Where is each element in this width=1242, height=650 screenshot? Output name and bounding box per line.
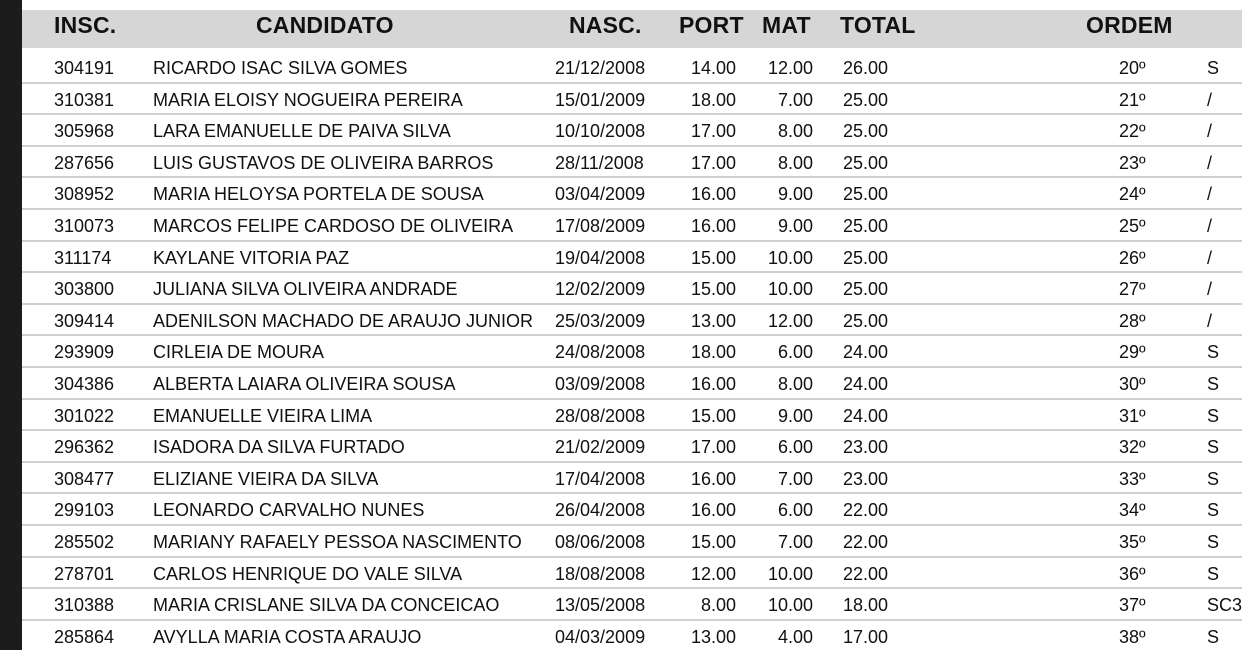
table-row (22, 305, 1242, 337)
candidate-name-cell: MARIA ELOISY NOGUEIRA PEREIRA (153, 89, 463, 110)
port-score-cell: 18.00 (690, 89, 736, 110)
candidate-name-cell: MARIA HELOYSA PORTELA DE SOUSA (153, 184, 484, 205)
birthdate-cell: 10/10/2008 (555, 121, 646, 142)
candidate-name-cell: LEONARDO CARVALHO NUNES (153, 500, 425, 521)
mat-score-cell: 10.00 (767, 563, 813, 584)
ordem-cell: 27º (1119, 279, 1146, 300)
port-score-cell: 12.00 (690, 563, 736, 584)
birthdate-cell: 03/09/2008 (555, 373, 646, 394)
table-body (22, 52, 1242, 650)
birthdate-cell: 26/04/2008 (555, 500, 646, 521)
birthdate-cell: 21/02/2009 (555, 437, 646, 458)
table-header (22, 10, 1242, 48)
extra-column-cell: S (1207, 626, 1220, 647)
birthdate-cell: 15/01/2009 (555, 89, 646, 110)
birthdate-cell: 12/02/2009 (555, 279, 646, 300)
birthdate-cell: 17/04/2008 (555, 468, 646, 489)
mat-score-cell: 4.00 (777, 626, 813, 647)
mat-score-cell: 8.00 (777, 152, 813, 173)
total-score-cell: 18.00 (843, 595, 889, 616)
insc-cell: 308952 (54, 184, 115, 205)
extra-column-cell: S (1207, 563, 1220, 584)
birthdate-cell: 13/05/2008 (555, 595, 646, 616)
mat-score-cell: 6.00 (777, 342, 813, 363)
table-row (22, 621, 1242, 650)
extra-column-cell: / (1207, 121, 1213, 142)
total-score-cell: 22.00 (843, 531, 889, 552)
table-row (22, 494, 1242, 526)
extra-column-cell: / (1207, 215, 1213, 236)
mat-score-cell: 7.00 (777, 531, 813, 552)
port-score-cell: 16.00 (690, 184, 736, 205)
total-score-cell: 25.00 (843, 89, 889, 110)
total-score-cell: 25.00 (843, 152, 889, 173)
mat-score-cell: 7.00 (777, 468, 813, 489)
port-score-cell: 15.00 (690, 405, 736, 426)
candidate-name-cell: CIRLEIA DE MOURA (153, 342, 325, 363)
ordem-cell: 23º (1119, 152, 1146, 173)
mat-score-cell: 12.00 (767, 310, 813, 331)
extra-column-cell: SC3 (1207, 595, 1242, 616)
port-score-cell: 13.00 (690, 626, 736, 647)
port-score-cell: 16.00 (690, 500, 736, 521)
port-score-cell: 15.00 (690, 247, 736, 268)
extra-column-cell: / (1207, 152, 1213, 173)
extra-column-cell: S (1207, 342, 1220, 363)
insc-cell: 287656 (54, 152, 115, 173)
candidate-name-cell: ADENILSON MACHADO DE ARAUJO JUNIOR (153, 310, 534, 331)
extra-column-cell: / (1207, 279, 1213, 300)
ordem-cell: 38º (1119, 626, 1146, 647)
port-score-cell: 15.00 (690, 279, 736, 300)
candidate-name-cell: MARIA CRISLANE SILVA DA CONCEICAO (153, 595, 500, 616)
port-score-cell: 16.00 (690, 468, 736, 489)
table-row (22, 336, 1242, 368)
table-row (22, 115, 1242, 147)
ordem-cell: 21º (1119, 89, 1146, 110)
mat-score-cell: 10.00 (767, 247, 813, 268)
total-score-cell: 17.00 (843, 626, 889, 647)
extra-column-cell: / (1207, 184, 1213, 205)
header-mat: MAT (762, 12, 811, 38)
insc-cell: 310073 (54, 215, 115, 236)
ordem-cell: 28º (1119, 310, 1146, 331)
table-row (22, 178, 1242, 210)
mat-score-cell: 9.00 (777, 184, 813, 205)
port-score-cell: 16.00 (690, 373, 736, 394)
extra-column-cell: S (1207, 500, 1220, 521)
port-score-cell: 8.00 (700, 595, 736, 616)
total-score-cell: 25.00 (843, 310, 889, 331)
port-score-cell: 17.00 (690, 152, 736, 173)
insc-cell: 304386 (54, 373, 115, 394)
total-score-cell: 25.00 (843, 279, 889, 300)
candidate-name-cell: LARA EMANUELLE DE PAIVA SILVA (153, 121, 451, 142)
total-score-cell: 25.00 (843, 121, 889, 142)
extra-column-cell: / (1207, 89, 1213, 110)
mat-score-cell: 7.00 (777, 89, 813, 110)
port-score-cell: 13.00 (690, 310, 736, 331)
candidate-name-cell: ALBERTA LAIARA OLIVEIRA SOUSA (153, 373, 456, 394)
table-row (22, 463, 1242, 495)
candidate-name-cell: KAYLANE VITORIA PAZ (153, 247, 350, 268)
header-total: TOTAL (840, 12, 916, 38)
birthdate-cell: 17/08/2009 (555, 215, 646, 236)
port-score-cell: 15.00 (690, 531, 736, 552)
header-insc: INSC. (54, 12, 117, 38)
insc-cell: 310388 (54, 595, 115, 616)
birthdate-cell: 03/04/2009 (555, 184, 646, 205)
total-score-cell: 24.00 (843, 405, 889, 426)
birthdate-cell: 04/03/2009 (555, 626, 646, 647)
birthdate-cell: 25/03/2009 (555, 310, 646, 331)
extra-column-cell: S (1207, 373, 1220, 394)
candidate-name-cell: ISADORA DA SILVA FURTADO (153, 437, 405, 458)
port-score-cell: 17.00 (690, 121, 736, 142)
birthdate-cell: 28/08/2008 (555, 405, 646, 426)
ordem-cell: 35º (1119, 531, 1146, 552)
total-score-cell: 24.00 (843, 373, 889, 394)
candidate-name-cell: ELIZIANE VIEIRA DA SILVA (153, 468, 379, 489)
insc-cell: 305968 (54, 121, 115, 142)
mat-score-cell: 8.00 (777, 121, 813, 142)
birthdate-cell: 21/12/2008 (555, 58, 646, 78)
port-score-cell: 14.00 (690, 58, 736, 78)
insc-cell: 293909 (54, 342, 115, 363)
candidate-name-cell: LUIS GUSTAVOS DE OLIVEIRA BARROS (153, 152, 494, 173)
insc-cell: 285502 (54, 531, 115, 552)
insc-cell: 303800 (54, 279, 115, 300)
extra-column-cell: / (1207, 247, 1213, 268)
mat-score-cell: 12.00 (767, 58, 813, 78)
extra-column-cell: / (1207, 310, 1213, 331)
table-row (22, 368, 1242, 400)
insc-cell: 278701 (54, 563, 115, 584)
extra-column-cell: S (1207, 58, 1220, 78)
mat-score-cell: 8.00 (777, 373, 813, 394)
ordem-cell: 32º (1119, 437, 1146, 458)
insc-cell: 296362 (54, 437, 115, 458)
total-score-cell: 25.00 (843, 184, 889, 205)
candidate-name-cell: EMANUELLE VIEIRA LIMA (153, 405, 373, 426)
total-score-cell: 24.00 (843, 342, 889, 363)
candidate-name-cell: CARLOS HENRIQUE DO VALE SILVA (153, 563, 463, 584)
ordem-cell: 34º (1119, 500, 1146, 521)
header-candidato: CANDIDATO (256, 12, 394, 38)
ordem-cell: 29º (1119, 342, 1146, 363)
total-score-cell: 22.00 (843, 500, 889, 521)
insc-cell: 299103 (54, 500, 115, 521)
table-row (22, 431, 1242, 463)
birthdate-cell: 28/11/2008 (555, 152, 644, 173)
mat-score-cell: 6.00 (777, 437, 813, 458)
table-row (22, 589, 1242, 621)
table-row (22, 400, 1242, 432)
port-score-cell: 16.00 (690, 215, 736, 236)
ordem-cell: 36º (1119, 563, 1146, 584)
insc-cell: 285864 (54, 626, 115, 647)
table-row (22, 210, 1242, 242)
extra-column-cell: S (1207, 468, 1220, 489)
mat-score-cell: 6.00 (777, 500, 813, 521)
birthdate-cell: 18/08/2008 (555, 563, 646, 584)
ordem-cell: 22º (1119, 121, 1146, 142)
mat-score-cell: 9.00 (777, 405, 813, 426)
ordem-cell: 24º (1119, 184, 1146, 205)
ordem-cell: 26º (1119, 247, 1146, 268)
candidate-name-cell: MARIANY RAFAELY PESSOA NASCIMENTO (153, 531, 522, 552)
birthdate-cell: 24/08/2008 (555, 342, 646, 363)
candidate-name-cell: AVYLLA MARIA COSTA ARAUJO (153, 626, 422, 647)
insc-cell: 311174 (54, 247, 112, 268)
insc-cell: 301022 (54, 405, 115, 426)
header-nasc: NASC. (569, 12, 642, 38)
ordem-cell: 25º (1119, 215, 1146, 236)
port-score-cell: 18.00 (690, 342, 736, 363)
candidate-name-cell: MARCOS FELIPE CARDOSO DE OLIVEIRA (153, 215, 514, 236)
total-score-cell: 26.00 (843, 58, 889, 78)
ordem-cell: 31º (1119, 405, 1146, 426)
table-row (22, 558, 1242, 590)
extra-column-cell: S (1207, 437, 1220, 458)
insc-cell: 308477 (54, 468, 115, 489)
ordem-cell: 33º (1119, 468, 1146, 489)
candidate-name-cell: RICARDO ISAC SILVA GOMES (153, 58, 408, 78)
total-score-cell: 23.00 (843, 468, 889, 489)
table-row (22, 84, 1242, 116)
mat-score-cell: 9.00 (777, 215, 813, 236)
header-ordem: ORDEM (1086, 12, 1173, 38)
port-score-cell: 17.00 (690, 437, 736, 458)
total-score-cell: 22.00 (843, 563, 889, 584)
total-score-cell: 23.00 (843, 437, 889, 458)
ordem-cell: 30º (1119, 373, 1146, 394)
total-score-cell: 25.00 (843, 247, 889, 268)
candidate-name-cell: JULIANA SILVA OLIVEIRA ANDRADE (153, 279, 458, 300)
ordem-cell: 37º (1119, 595, 1146, 616)
insc-cell: 310381 (54, 89, 115, 110)
table-row (22, 52, 1242, 84)
insc-cell: 309414 (54, 310, 115, 331)
mat-score-cell: 10.00 (767, 279, 813, 300)
extra-column-cell: S (1207, 405, 1220, 426)
table-row (22, 273, 1242, 305)
table-row (22, 526, 1242, 558)
header-port: PORT (679, 12, 744, 38)
ordem-cell: 20º (1119, 58, 1146, 78)
results-document (22, 0, 1242, 650)
birthdate-cell: 19/04/2008 (555, 247, 646, 268)
table-row (22, 242, 1242, 274)
mat-score-cell: 10.00 (767, 595, 813, 616)
extra-column-cell: S (1207, 531, 1220, 552)
table-row (22, 147, 1242, 179)
insc-cell: 304191 (54, 58, 115, 78)
birthdate-cell: 08/06/2008 (555, 531, 646, 552)
total-score-cell: 25.00 (843, 215, 889, 236)
